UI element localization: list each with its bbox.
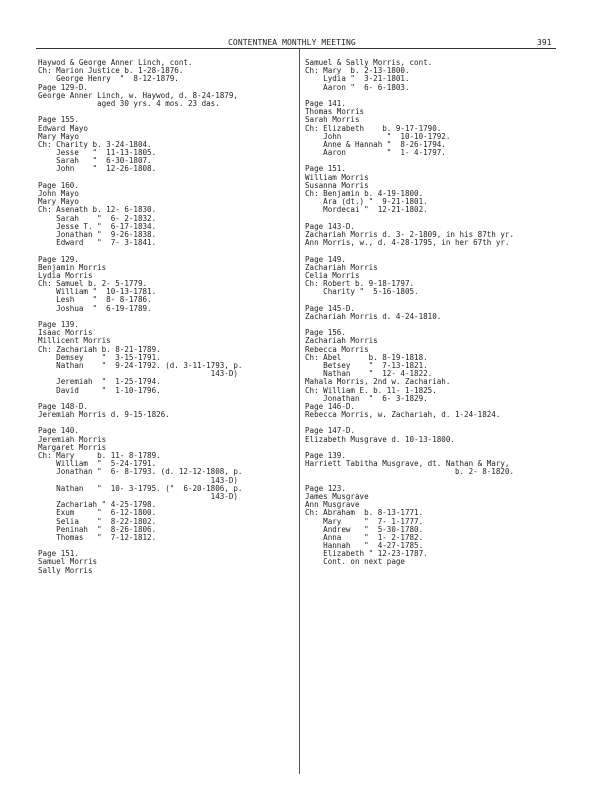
- record-line: Ara (dt.) " 9-21-1801.: [305, 197, 428, 207]
- record-line: Page 149.: [305, 254, 346, 264]
- column-divider: [299, 49, 300, 774]
- record-line: Jeremiah Morris: [38, 434, 107, 444]
- record-line: Zachariah Morris: [305, 336, 378, 346]
- record-line: Sarah " 6- 2-1832.: [38, 213, 157, 223]
- record-line: 143-D): [38, 369, 238, 379]
- record-line: Page 139.: [305, 451, 346, 460]
- record-line: Millicent Morris: [38, 336, 111, 346]
- record-line: Haywod & George Anner Linch, cont.: [38, 58, 193, 67]
- record-line: 143-D): [38, 491, 238, 501]
- record-line: Sarah " 6-30-1807.: [38, 156, 152, 166]
- record-line: Page 156.: [305, 328, 346, 338]
- record-line: Ann Musgrave: [305, 500, 360, 510]
- record-line: Jeremiah Morris d. 9-15-1826.: [38, 410, 170, 420]
- record-line: Nathan " 9-24-1792. (d. 3-11-1793, p.: [38, 360, 243, 370]
- record-line: 143-D): [38, 475, 238, 485]
- record-line: Page 129-D.: [38, 82, 88, 92]
- record-line: Edward Mayo: [38, 123, 88, 133]
- record-line: William " 10-13-1781.: [38, 287, 157, 297]
- record-line: Zachariah Morris d. 4-24-1810.: [305, 311, 442, 321]
- page-number: 391: [537, 38, 552, 47]
- record-line: Exum " 6-12-1800.: [38, 508, 157, 518]
- record-line: Jonathan " 6- 3-1829.: [305, 393, 428, 403]
- record-line: Anne & Hannah " 8-26-1794.: [305, 139, 446, 149]
- record-line: Anna " 1- 2-1782.: [305, 532, 424, 542]
- record-line: Page 146-D.: [305, 401, 355, 411]
- record-line: Lydia Morris: [38, 270, 93, 280]
- record-line: Ch: Benjamin b. 4-19-1800.: [305, 189, 424, 198]
- record-line: Harriett Tabitha Musgrave, dt. Nathan & Mary,: [305, 459, 510, 469]
- record-line: Ch: Robert b. 9-18-1797.: [305, 279, 415, 289]
- record-line: Ann Morris, w., d. 4-28-1795, in her 67th yr.: [305, 238, 510, 248]
- record-line: Elizabeth " 12-23-1787.: [305, 549, 428, 559]
- record-line: Celia Morris: [305, 270, 360, 280]
- record-line: Aaron " 1- 4-1797.: [305, 148, 446, 158]
- record-line: Mahala Morris, 2nd w. Zachariah.: [305, 377, 451, 387]
- record-line: Thomas " 7-12-1812.: [38, 532, 157, 542]
- record-line: James Musgrave: [305, 491, 369, 501]
- record-line: Ch: Elizabeth b. 9-17-1790.: [305, 123, 442, 133]
- record-line: Isaac Morris: [38, 328, 93, 338]
- record-line: Andrew " 5-30-1780.: [305, 524, 424, 534]
- record-line: Jonathan " 9-26-1838.: [38, 229, 157, 239]
- record-line: Elizabeth Musgrave d. 10-13-1800.: [305, 434, 455, 444]
- record-line: Jonathan " 6- 8-1793. (d. 12-12-1808, p.: [38, 467, 243, 477]
- record-line: Margaret Morris: [38, 442, 107, 452]
- record-line: Ch: Marion Justice b. 1-28-1876.: [38, 66, 184, 76]
- record-line: Page 145-D.: [305, 303, 355, 313]
- record-line: Ch: Mary b. 2-13-1800.: [305, 66, 410, 76]
- record-line: Nathan " 12- 4-1822.: [305, 369, 433, 379]
- record-line: Sarah Morris: [305, 115, 360, 125]
- record-line: Thomas Morris: [305, 107, 365, 117]
- record-line: Ch: Asenath b. 12- 6-1830.: [38, 205, 157, 215]
- record-line: Page 151.: [38, 549, 79, 559]
- header-rule: [36, 48, 556, 49]
- record-line: Lydia " 3-21-1801.: [305, 74, 410, 84]
- record-line: George Henry " 8-12-1879.: [38, 74, 179, 84]
- record-line: Rebecca Morris, w. Zachariah, d. 1-24-1824.: [305, 410, 501, 420]
- right-column: [305, 59, 560, 567]
- record-line: Page 140.: [38, 426, 79, 436]
- record-line: Zachariah Morris: [305, 262, 378, 272]
- record-line: Page 139.: [38, 320, 79, 329]
- record-line: Page 141.: [305, 98, 346, 108]
- record-line: Charity " 5-16-1805.: [305, 287, 419, 297]
- record-line: Jesse T. " 6-17-1834.: [38, 221, 157, 231]
- record-line: Mary " 7- 1-1777.: [305, 516, 424, 526]
- record-line: Lesh " 8- 8-1786.: [38, 295, 152, 305]
- page-header-title: CONTENTNEA MONTHLY MEETING: [228, 38, 356, 47]
- record-line: John " 12-26-1808.: [38, 164, 157, 174]
- record-line: Betsey " 7-13-1821.: [305, 360, 428, 370]
- record-line: Mary Mayo: [38, 131, 79, 141]
- record-line: Selia " 8-22-1802.: [38, 516, 157, 526]
- record-line: Cont. on next page: [305, 557, 405, 567]
- record-line: George Anner Linch, w. Haywod, d. 8-24-1879,: [38, 90, 238, 100]
- record-line: Nathan " 10- 3-1795. (" 6-20-1806, p.: [38, 483, 243, 493]
- record-line: William Morris: [305, 172, 369, 182]
- record-line: Joshua " 6-19-1789.: [38, 303, 152, 313]
- record-line: Aaron " 6- 6-1803.: [305, 82, 410, 92]
- record-line: b. 2- 8-1820.: [305, 467, 515, 477]
- record-line: Jesse " 11-13-1805.: [38, 148, 157, 158]
- record-line: Mordecai " 12-21-1802.: [305, 205, 428, 215]
- record-line: aged 30 yrs. 4 mos. 23 das.: [38, 98, 220, 108]
- record-line: Rebecca Morris: [305, 344, 369, 354]
- record-line: Jeremiah " 1-25-1794.: [38, 377, 161, 387]
- record-line: Page 160.: [38, 180, 79, 190]
- record-line: Page 151.: [305, 164, 346, 174]
- record-line: Benjamin Morris: [38, 262, 107, 272]
- record-line: David " 1-10-1796.: [38, 385, 161, 395]
- record-line: Page 123.: [305, 483, 346, 493]
- record-line: Zachariah Morris d. 3- 2-1809, in his 87th yr.: [305, 229, 515, 239]
- record-line: Samuel Morris: [38, 557, 98, 567]
- record-line: Page 129.: [38, 254, 79, 264]
- record-line: Page 148-D.: [38, 401, 88, 411]
- record-line: Ch: Mary b. 11- 8-1789.: [38, 451, 161, 460]
- record-line: Edward " 7- 3-1841.: [38, 238, 157, 248]
- record-line: Ch: Samuel b. 2- 5-1779.: [38, 279, 148, 289]
- record-line: Page 143-D.: [305, 221, 355, 231]
- record-line: Ch: Zachariah b. 8-21-1789.: [38, 344, 161, 354]
- record-line: Mary Mayo: [38, 197, 79, 207]
- record-line: Ch: Charity b. 3-24-1804.: [38, 139, 152, 149]
- left-column: [38, 59, 296, 575]
- record-line: Peninah " 8-26-1806.: [38, 524, 157, 534]
- record-line: Page 155.: [38, 115, 79, 125]
- record-line: John " 10-10-1792.: [305, 131, 451, 141]
- record-line: Ch: Abel b. 8-19-1818.: [305, 352, 428, 362]
- record-line: Hannah " 4-27-1785.: [305, 541, 424, 551]
- record-line: Demsey " 3-15-1791.: [38, 352, 161, 362]
- record-line: Ch: William E. b. 11- 1-1825.: [305, 385, 437, 395]
- record-line: Sally Morris: [38, 565, 93, 575]
- record-line: Susanna Morris: [305, 180, 369, 190]
- record-line: Ch: Abraham b. 8-13-1771.: [305, 508, 424, 518]
- record-line: Page 147-D.: [305, 426, 355, 436]
- record-line: John Mayo: [38, 189, 79, 198]
- record-line: William " 5-24-1791.: [38, 459, 157, 469]
- record-line: Samuel & Sally Morris, cont.: [305, 58, 433, 67]
- record-line: Zachariah " 4-25-1798.: [38, 500, 157, 510]
